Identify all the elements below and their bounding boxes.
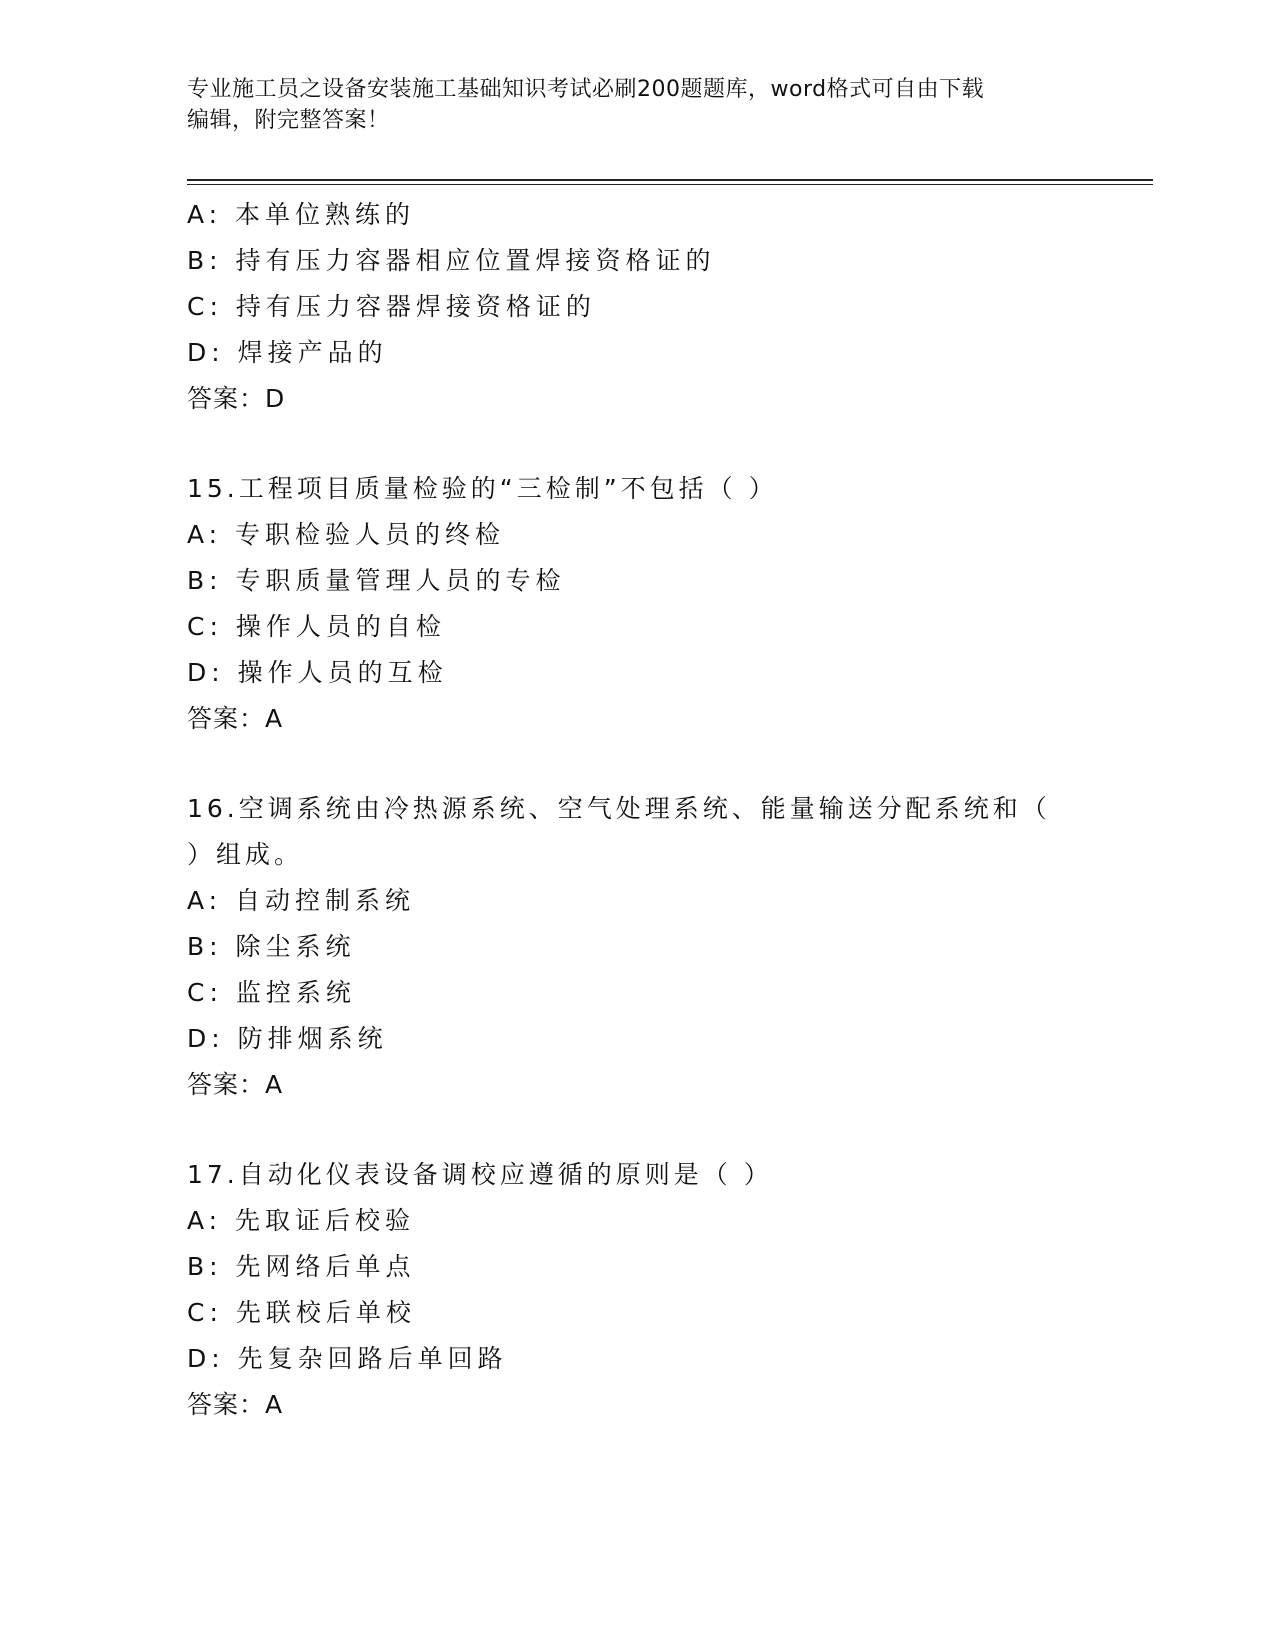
option-c: C: 操作人员的自检 xyxy=(187,612,446,641)
question-text-line-1: 16.空调系统由冷热源系统、空气处理系统、能量输送分配系统和（ xyxy=(187,794,1051,823)
option-a: A: 先取证后校验 xyxy=(187,1206,416,1235)
option-a: A: 专职检验人员的终检 xyxy=(187,520,506,549)
option-d: D: 防排烟系统 xyxy=(187,1024,388,1053)
option-a: A: 自动控制系统 xyxy=(187,886,416,915)
option-d: D: 焊接产品的 xyxy=(187,338,388,367)
option-b: B: 先网络后单点 xyxy=(187,1252,416,1281)
option-a: A: 本单位熟练的 xyxy=(187,200,416,229)
question-text: 15.工程项目质量检验的“三检制”不包括（ ） xyxy=(187,474,778,503)
question-block-14 xyxy=(187,192,1087,422)
header-line-2: 编辑，附完整答案！ xyxy=(187,108,390,133)
option-d: D: 操作人员的互检 xyxy=(187,658,448,687)
option-c: C: 先联校后单校 xyxy=(187,1298,416,1327)
option-d: D: 先复杂回路后单回路 xyxy=(187,1344,508,1373)
question-block-15 xyxy=(187,466,1087,742)
header-divider-thin xyxy=(187,184,1153,185)
option-b: B: 除尘系统 xyxy=(187,932,356,961)
document-header xyxy=(187,74,1087,136)
question-text: 17.自动化仪表设备调校应遵循的原则是（ ） xyxy=(187,1160,773,1189)
answer: 答案：A xyxy=(187,704,284,733)
option-c: C: 监控系统 xyxy=(187,978,356,1007)
answer: 答案：D xyxy=(187,384,286,413)
spacer xyxy=(187,742,1087,786)
answer: 答案：A xyxy=(187,1070,284,1099)
option-b: B: 专职质量管理人员的专检 xyxy=(187,566,566,595)
question-block-17 xyxy=(187,1152,1087,1428)
question-text-line-2: ）组成。 xyxy=(187,840,304,869)
question-block-16 xyxy=(187,786,1087,1108)
spacer xyxy=(187,1108,1087,1152)
header-divider-thick xyxy=(187,179,1153,181)
answer: 答案：A xyxy=(187,1390,284,1419)
header-line-1: 专业施工员之设备安装施工基础知识考试必刷200题题库，word格式可自由下载 xyxy=(187,77,985,102)
option-c: C: 持有压力容器焊接资格证的 xyxy=(187,292,596,321)
question-list xyxy=(187,192,1087,1428)
spacer xyxy=(187,422,1087,466)
option-b: B: 持有压力容器相应位置焊接资格证的 xyxy=(187,246,716,275)
